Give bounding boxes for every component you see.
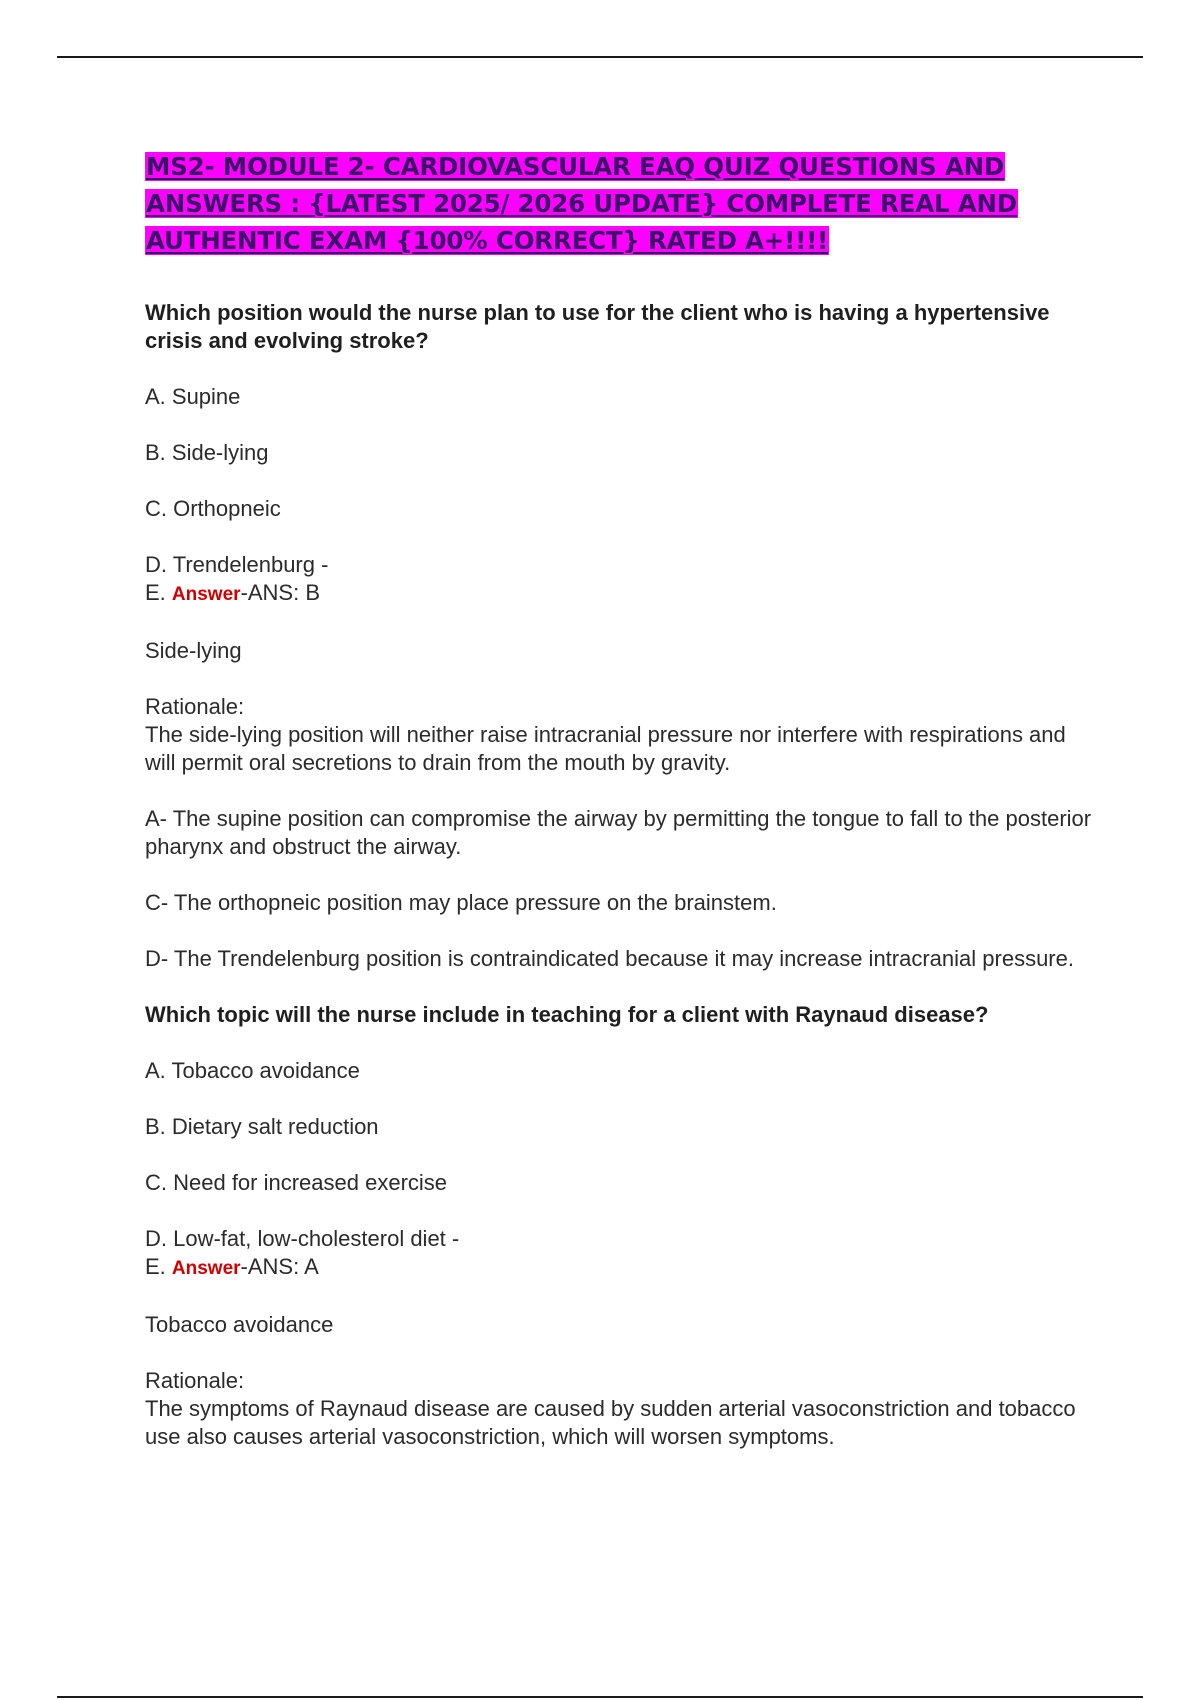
q1-option-a: A. Supine: [145, 384, 241, 409]
header-rule: [57, 56, 1143, 58]
q1-option-d: D. Trendelenburg -: [145, 552, 329, 577]
q2-option-a: A. Tobacco avoidance: [145, 1058, 360, 1083]
q2-option-b: B. Dietary salt reduction: [145, 1114, 379, 1139]
footer-rule: [57, 1696, 1143, 1698]
answer-label: Answer: [171, 1258, 241, 1279]
document-title: MS2- MODULE 2- CARDIOVASCULAR EAQ QUIZ QUESTIONS AND ANSWERS : {LATEST 2025/ 2026 UPDATE} COMPLETE REAL AND AUTHENTIC EXAM {100% CORRECT} RATED A+!!!!: [146, 152, 1017, 255]
question-2: Which topic will the nurse include in teaching for a client with Raynaud disease?: [145, 1002, 989, 1027]
q2-answer-text: Tobacco avoidance: [145, 1312, 334, 1337]
q2-option-c: C. Need for increased exercise: [145, 1170, 448, 1195]
q1-rationale-label: Rationale:: [145, 694, 245, 719]
q1-answer-text: Side-lying: [145, 638, 242, 663]
answer-label: Answer: [171, 584, 241, 605]
q1-explanation-c: C- The orthopneic position may place pressure on the brainstem.: [145, 890, 777, 915]
q2-rationale-label: Rationale:: [145, 1368, 245, 1393]
q1-option-b: B. Side-lying: [145, 440, 269, 465]
q2-rationale: The symptoms of Raynaud disease are caused by sudden arterial vasoconstriction and tobacco use also causes arterial vasoconstriction, which will worsen symptoms.: [145, 1396, 1076, 1449]
document-body: [145, 148, 1095, 1451]
q2-answer-line: E. Answer-ANS: A: [145, 1254, 319, 1279]
question-1: Which position would the nurse plan to use for the client who is having a hypertensive crisis and evolving stroke?: [145, 300, 1050, 353]
q1-explanation-d: D- The Trendelenburg position is contraindicated because it may increase intracranial pressure.: [145, 946, 1074, 971]
q1-option-c: C. Orthopneic: [145, 496, 281, 521]
q2-option-d: D. Low-fat, low-cholesterol diet -: [145, 1226, 460, 1251]
q1-rationale: The side-lying position will neither raise intracranial pressure nor interfere with respirations and will permit oral secretions to drain from the mouth by gravity.: [145, 722, 1066, 775]
q1-explanation-a: A- The supine position can compromise the airway by permitting the tongue to fall to the posterior pharynx and obstruct the airway.: [145, 806, 1092, 859]
q1-answer-line: E. Answer-ANS: B: [145, 580, 321, 605]
